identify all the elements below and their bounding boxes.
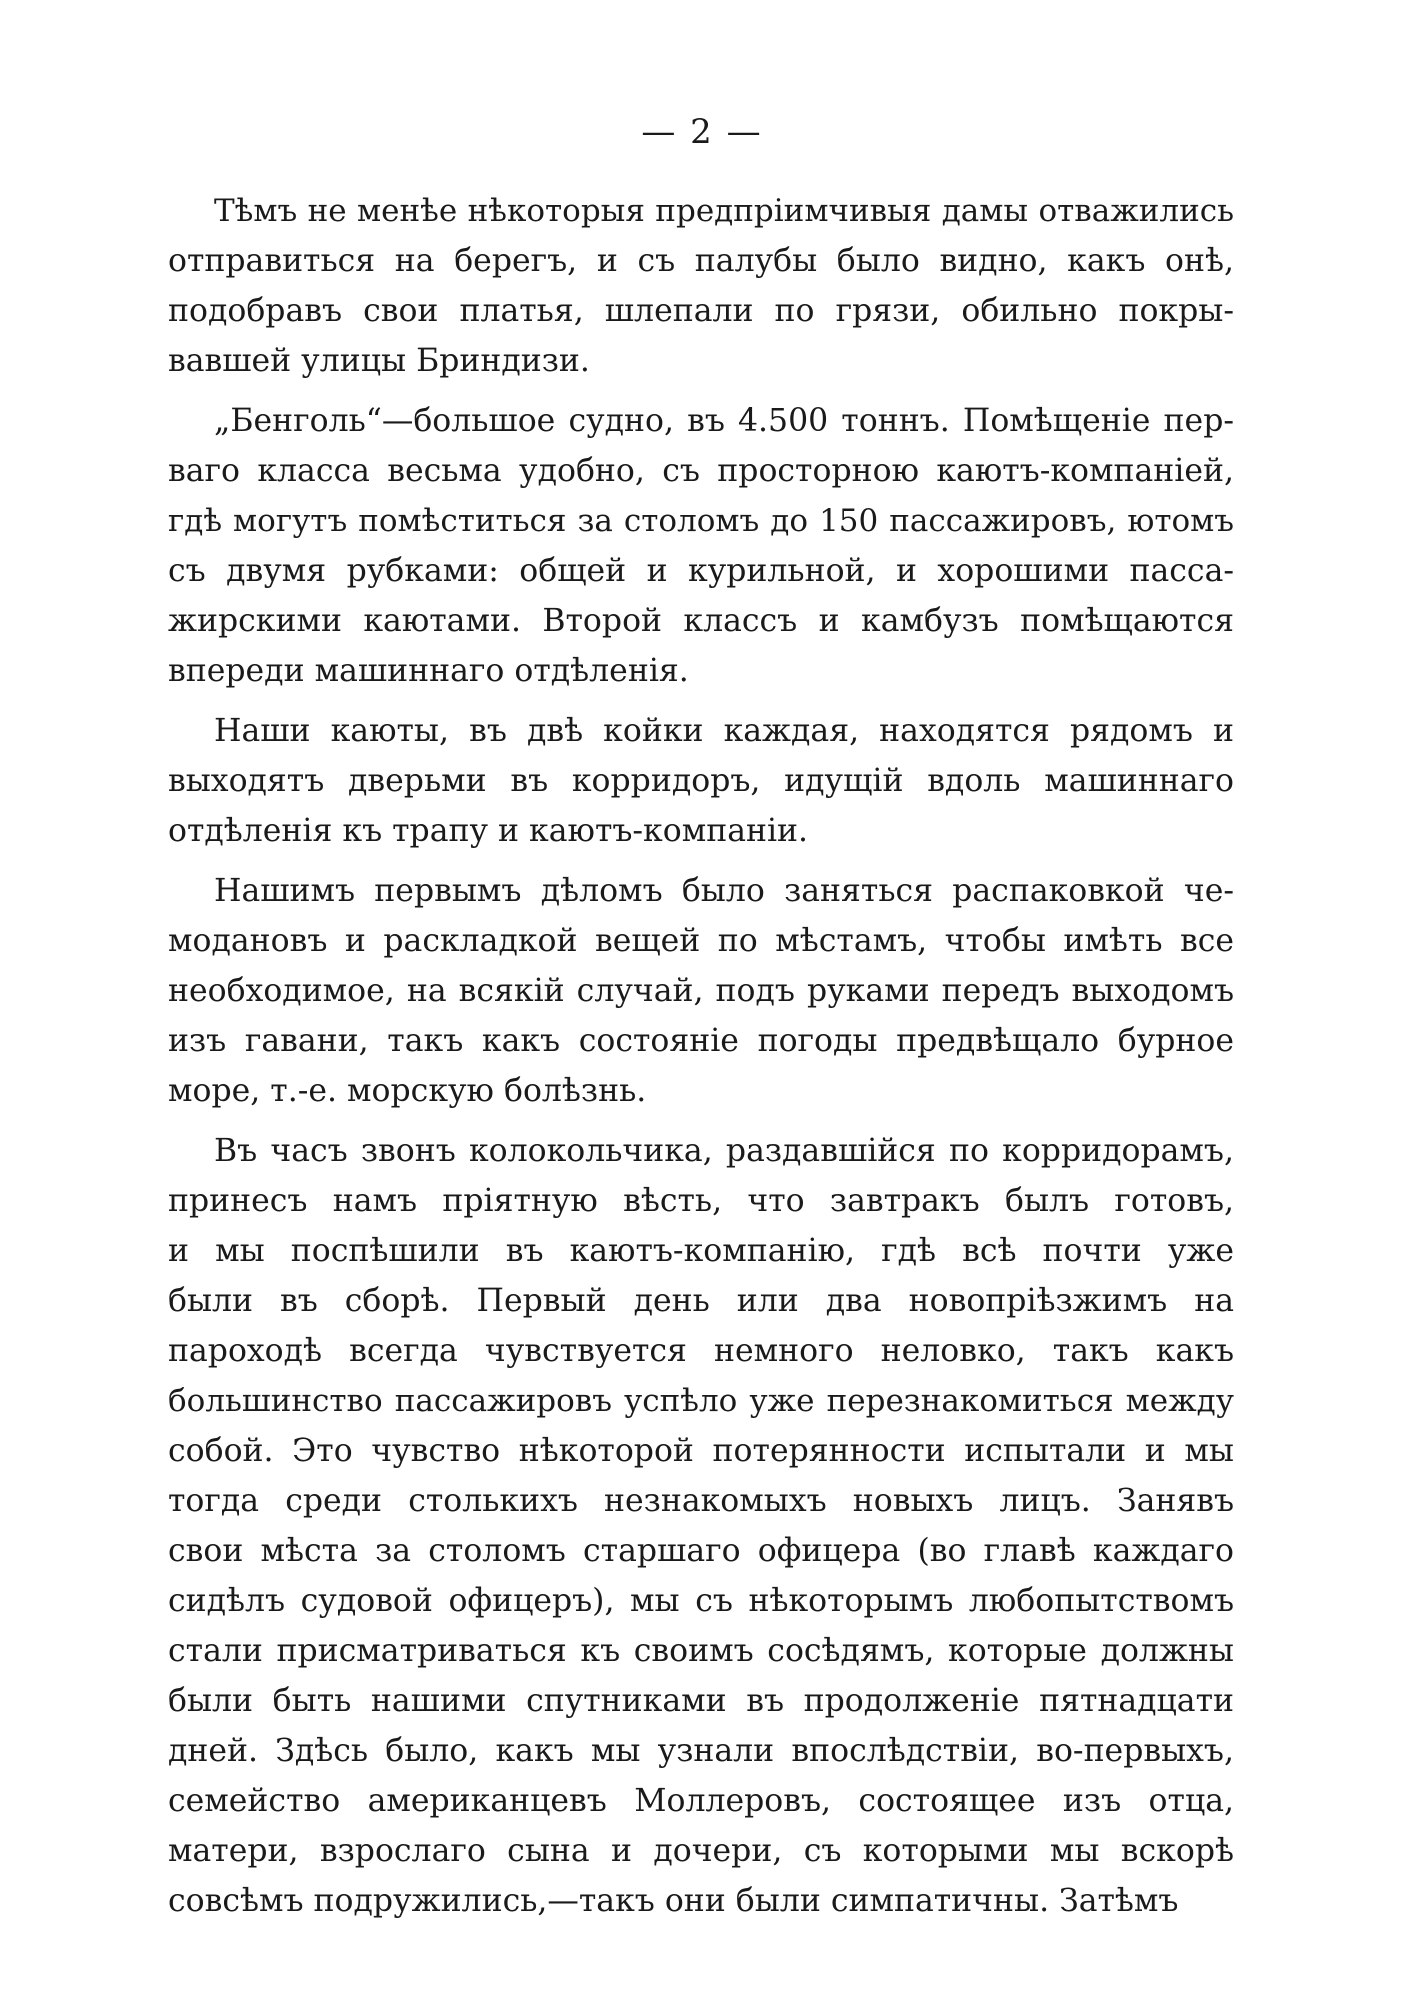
text-line: семейство американцевъ Моллеровъ, состоящее изъ отца, (168, 1783, 1234, 1819)
text-line: и мы поспѣшили въ каютъ-компанію, гдѣ всѣ почти уже (168, 1233, 1234, 1269)
text-line: жирскими каютами. Второй классъ и камбузъ помѣщаются (168, 603, 1234, 639)
text-line: сидѣлъ судовой офицеръ), мы съ нѣкоторымъ любопытствомъ (168, 1583, 1234, 1619)
text-line: большинство пассажировъ успѣло уже перезнакомиться между (168, 1383, 1234, 1419)
text-line: Въ часъ звонъ колокольчика, раздавшійся по корридорамъ, (214, 1133, 1234, 1169)
text-line: совсѣмъ подружились,—такъ они были симпатичны. Затѣмъ (168, 1883, 1179, 1919)
page-number: — 2 — (641, 112, 763, 152)
paragraph-gap (168, 386, 1234, 396)
paragraph-gap (168, 696, 1234, 706)
text-line: гдѣ могутъ помѣститься за столомъ до 150 пассажировъ, ютомъ (168, 503, 1234, 539)
text-line: тогда среди столькихъ незнакомыхъ новыхъ лицъ. Занявъ (168, 1483, 1234, 1519)
text-line: впереди машиннаго отдѣленія. (168, 653, 689, 689)
text-line: море, т.-е. морскую болѣзнь. (168, 1073, 647, 1109)
paragraph (168, 866, 1234, 1116)
paragraph-gap (168, 1116, 1234, 1126)
paragraph (168, 1126, 1234, 1926)
text-line: свои мѣста за столомъ старшаго офицера (во главѣ каждаго (168, 1533, 1234, 1569)
text-line: модановъ и раскладкой вещей по мѣстамъ, чтобы имѣть все (168, 923, 1234, 959)
text-line: отправиться на берегъ, и съ палубы было видно, какъ онѣ, (168, 243, 1234, 279)
text-line: вавшей улицы Бриндизи. (168, 343, 590, 379)
text-line: отдѣленія къ трапу и каютъ-компаніи. (168, 813, 809, 849)
text-line: подобравъ свои платья, шлепали по грязи, обильно покры- (168, 293, 1234, 329)
body-text (168, 186, 1234, 1926)
paragraph (168, 186, 1234, 386)
text-line: Наши каюты, въ двѣ койки каждая, находятся рядомъ и (214, 713, 1234, 749)
text-line: матери, взрослаго сына и дочери, съ которыми мы вскорѣ (168, 1833, 1234, 1869)
text-line: были быть нашими спутниками въ продолженіе пятнадцати (168, 1683, 1234, 1719)
text-line: Тѣмъ не менѣе нѣкоторыя предпріимчивыя дамы отважились (214, 193, 1234, 229)
text-line: „Бенголь“—большое судно, въ 4.500 тоннъ. Помѣщеніе пер- (214, 403, 1234, 439)
text-line: принесъ намъ пріятную вѣсть, что завтракъ былъ готовъ, (168, 1183, 1234, 1219)
text-line: стали присматриваться къ своимъ сосѣдямъ, которые должны (168, 1633, 1234, 1669)
text-line: выходятъ дверьми въ корридоръ, идущій вдоль машиннаго (168, 763, 1234, 799)
text-line: Нашимъ первымъ дѣломъ было заняться распаковкой че- (214, 873, 1234, 909)
paragraph (168, 396, 1234, 696)
text-line: съ двумя рубками: общей и курильной, и хорошими пасса- (168, 553, 1234, 589)
text-line: изъ гавани, такъ какъ состояніе погоды предвѣщало бурное (168, 1023, 1234, 1059)
paragraph (168, 706, 1234, 856)
text-line: дней. Здѣсь было, какъ мы узнали впослѣдствіи, во-первыхъ, (168, 1733, 1234, 1769)
text-line: пароходѣ всегда чувствуется немного неловко, такъ какъ (168, 1333, 1234, 1369)
text-line: необходимое, на всякій случай, подъ руками передъ выходомъ (168, 973, 1234, 1009)
paragraph-gap (168, 856, 1234, 866)
text-line: собой. Это чувство нѣкоторой потерянности испытали и мы (168, 1433, 1234, 1469)
text-line: ваго класса весьма удобно, съ просторною каютъ-компаніей, (168, 453, 1234, 489)
text-line: были въ сборѣ. Первый день или два новопріѣзжимъ на (168, 1283, 1234, 1319)
